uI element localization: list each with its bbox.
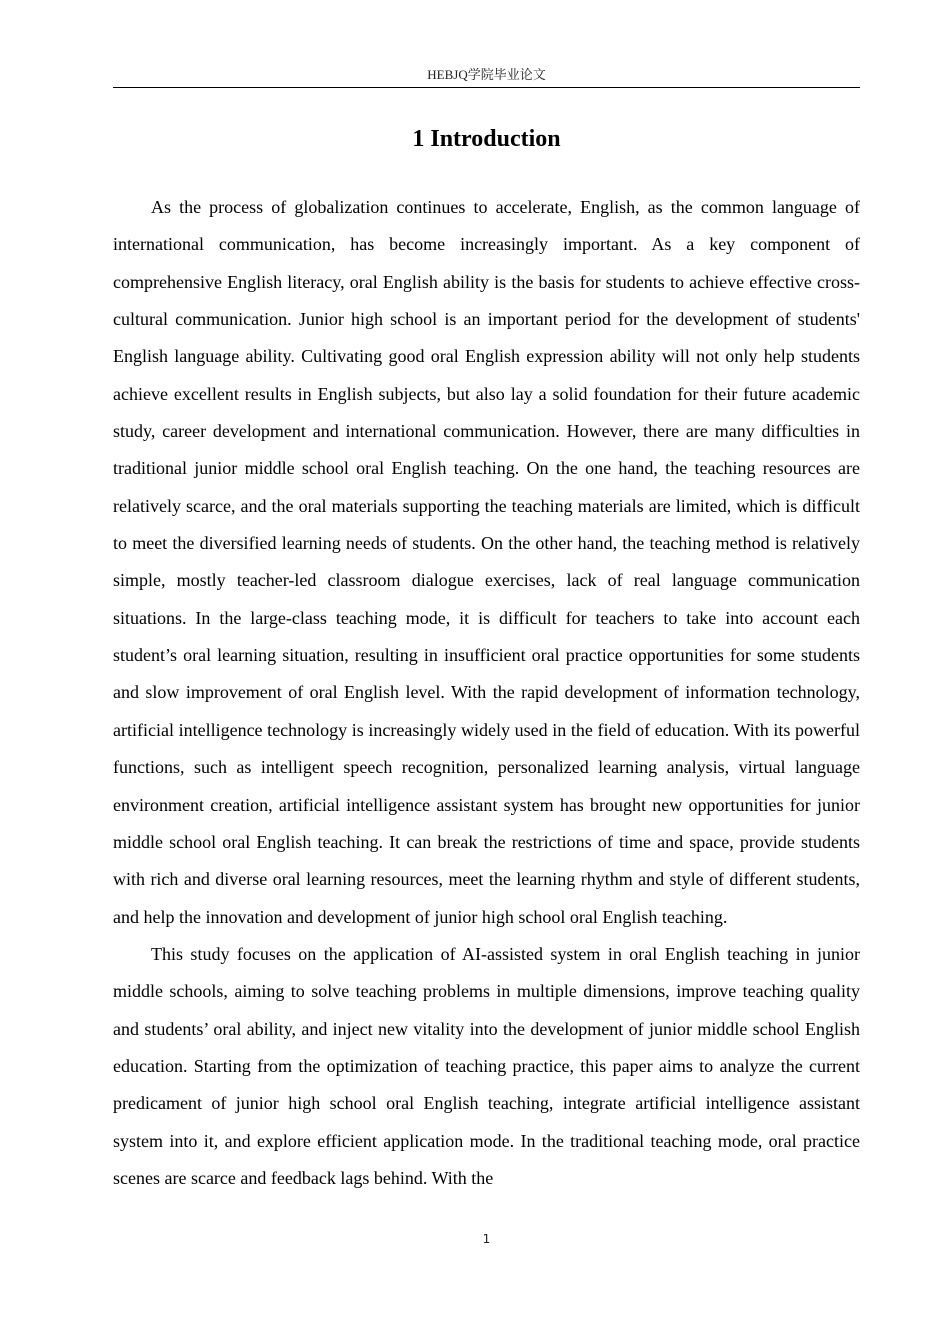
- section-heading: 1 Introduction: [412, 126, 561, 152]
- header-rule: [113, 87, 860, 88]
- page-number: 1: [482, 1232, 491, 1246]
- paragraph-2: This study focuses on the application of AI-assisted system in oral English teaching in junior middle schools, aiming to solve teaching problems in multiple dimensions, improve teaching quality and students’ oral ability, and inject new vitality into the development of junior middle school English education. Starting from the optimization of teaching practice, this paper aims to analyze the current predicament of junior high school oral English teaching, integrate artificial intelligence assistant system into it, and explore efficient application mode. In the traditional teaching mode, oral practice scenes are scarce and feedback lags behind. With the: [113, 943, 860, 1188]
- paragraph-1: As the process of globalization continues to accelerate, English, as the common language of international communication, has become increasingly important. As a key component of comprehensive English literacy, oral English ability is the basis for students to achieve effective cross-cultural communication. Junior high school is an important period for the development of students' English language ability. Cultivating good oral English expression ability will not only help students achieve excellent results in English subjects, but also lay a solid foundation for their future academic study, career development and international communication. However, there are many difficulties in traditional junior middle school oral English teaching. On the one hand, the teaching resources are relatively scarce, and the oral materials supporting the teaching materials are limited, which is difficult to meet the diversified learning needs of students. On the other hand, the teaching method is relatively simple, mostly teacher-led classroom dialogue exercises, lack of real language communication situations. In the large-class teaching mode, it is difficult for teachers to take into account each student’s oral learning situation, resulting in insufficient oral practice opportunities for some students and slow improvement of oral English level. With the rapid development of information technology, artificial intelligence technology is increasingly widely used in the field of education. With its powerful functions, such as intelligent speech recognition, personalized learning analysis, virtual language environment creation, artificial intelligence assistant system has brought new opportunities for junior middle school oral English teaching. It can break the restrictions of time and space, provide students with rich and diverse oral learning resources, meet the learning rhythm and style of different students, and help the innovation and development of junior high school oral English teaching.: [113, 197, 860, 927]
- running-header: HEBJQ学院毕业论文: [427, 67, 546, 82]
- body-text: [113, 189, 860, 1197]
